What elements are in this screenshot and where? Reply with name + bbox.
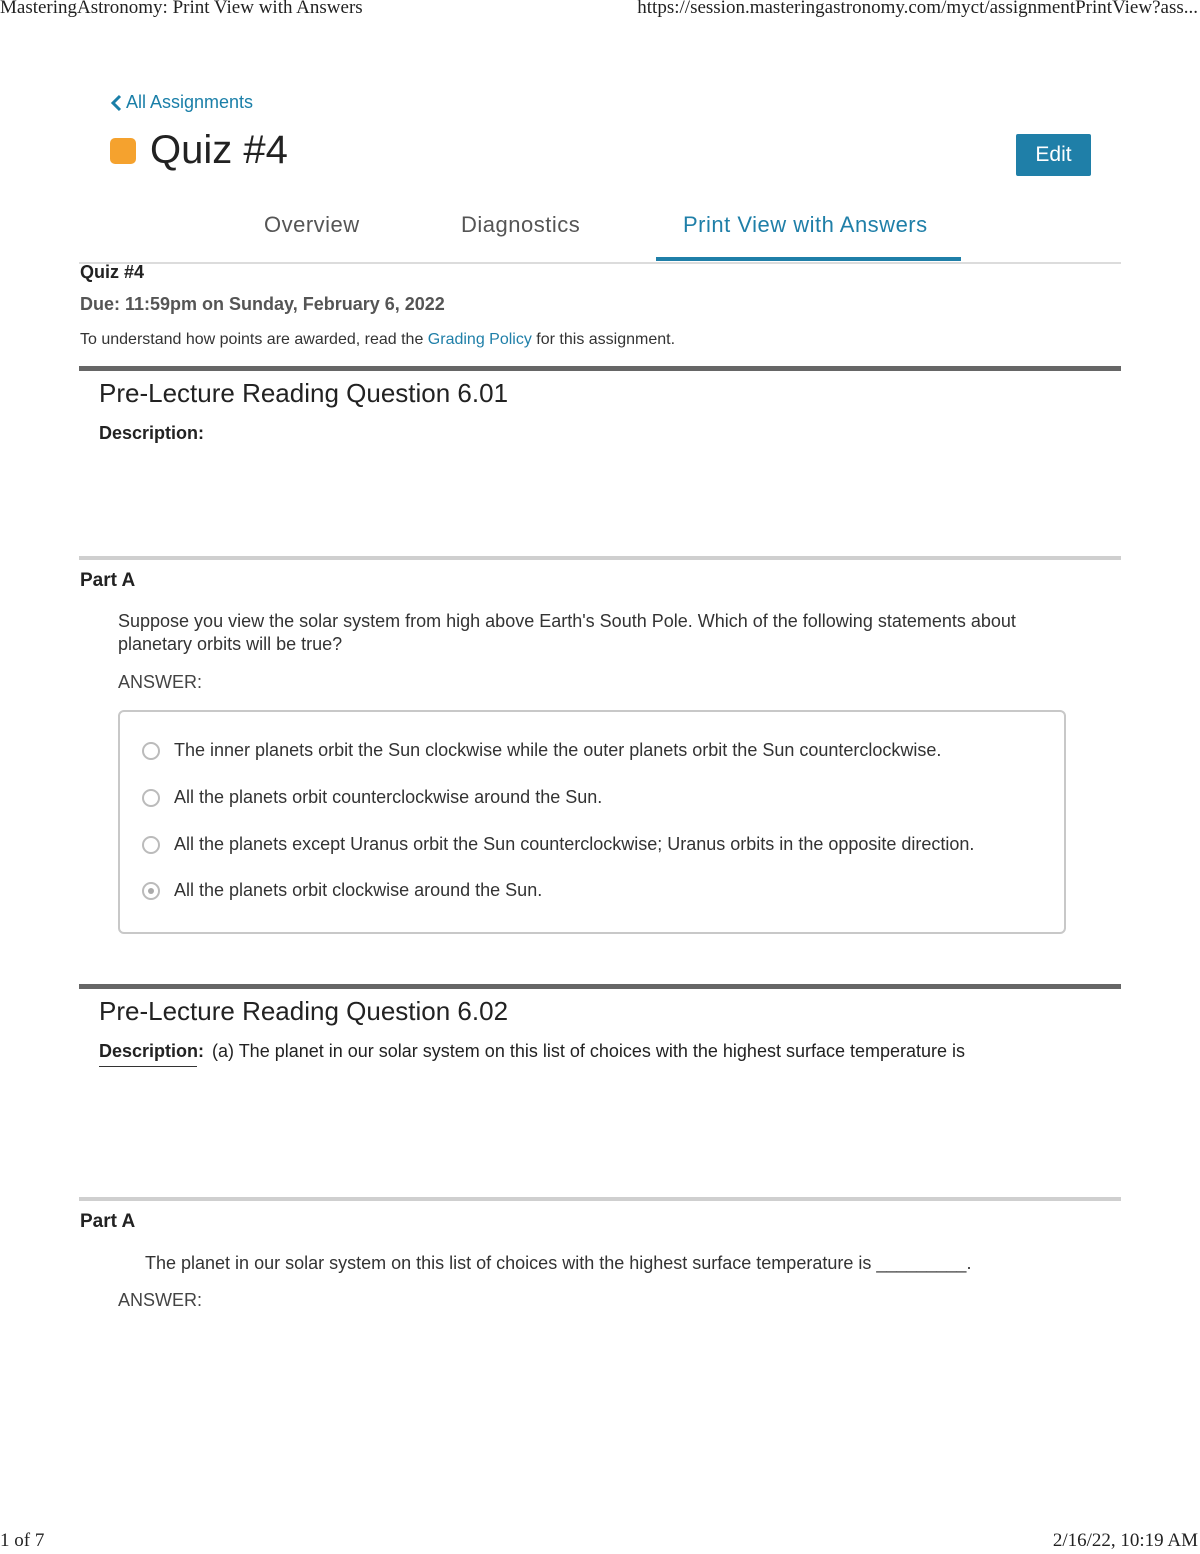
active-tab-indicator <box>656 257 961 261</box>
grading-policy-note <box>80 331 675 349</box>
question-prompt: The planet in our solar system on this list of choices with the highest surface temperature is _________. <box>145 1253 972 1273</box>
radio-button[interactable] <box>142 789 160 807</box>
chevron-left-icon <box>110 94 122 112</box>
description-text: (a) The planet in our solar system on this list of choices with the highest surface temperature is <box>212 1041 966 1061</box>
grading-policy-link[interactable]: Grading Policy <box>427 331 532 348</box>
assignment-color-badge <box>110 138 136 164</box>
grading-suffix: for this assignment. <box>536 331 676 348</box>
all-assignments-label: All Assignments <box>126 92 254 112</box>
description-label: Description: <box>99 423 205 443</box>
page-title: Quiz #4 <box>150 128 288 172</box>
title-row <box>110 128 288 173</box>
choice-label: The inner planets orbit the Sun clockwise while the outer planets orbit the Sun counterclockwise. <box>174 740 942 760</box>
print-header-url: https://session.masteringastronomy.com/myct/assignmentPrintView?ass... <box>637 0 1198 18</box>
tab-diagnostics[interactable]: Diagnostics <box>461 212 581 237</box>
section-divider <box>79 984 1121 989</box>
question-description <box>99 423 212 444</box>
print-header <box>0 0 1200 21</box>
assignment-name: Quiz #4 <box>80 262 145 282</box>
print-header-title: MasteringAstronomy: Print View with Answers <box>0 0 363 18</box>
tab-print-view-with-answers[interactable]: Print View with Answers <box>683 212 928 237</box>
page-count: 1 of 7 <box>0 1530 45 1551</box>
answer-choice-selected[interactable] <box>142 880 542 901</box>
answer-label: ANSWER: <box>118 672 203 692</box>
question-title: Pre-Lecture Reading Question 6.01 <box>99 378 509 408</box>
fill-in-blank <box>99 1066 197 1067</box>
choice-label: All the planets orbit counterclockwise around the Sun. <box>174 787 603 807</box>
answer-choice[interactable] <box>142 740 941 761</box>
question-prompt: Suppose you view the solar system from high above Earth's South Pole. Which of the following statements about planetary orbits will be true? <box>118 611 1016 654</box>
choice-label: All the planets except Uranus orbit the Sun counterclockwise; Uranus orbits in the opposite direction. <box>174 834 975 854</box>
part-label: Part A <box>80 570 136 591</box>
question-title: Pre-Lecture Reading Question 6.02 <box>99 996 509 1026</box>
answer-choices <box>118 710 1066 934</box>
radio-button-selected[interactable] <box>142 882 160 900</box>
due-date: Due: 11:59pm on Sunday, February 6, 2022 <box>80 294 445 314</box>
description-label: Description: <box>99 1041 205 1061</box>
grading-prefix: To understand how points are awarded, read the <box>80 331 424 348</box>
edit-button[interactable]: Edit <box>1016 134 1091 176</box>
answer-label: ANSWER: <box>118 1290 203 1310</box>
question-description <box>99 1041 965 1062</box>
tab-overview[interactable]: Overview <box>264 212 360 237</box>
radio-button[interactable] <box>142 836 160 854</box>
choice-label: All the planets orbit clockwise around the Sun. <box>174 880 543 900</box>
part-divider <box>79 1197 1121 1201</box>
part-label: Part A <box>80 1211 136 1232</box>
part-divider <box>79 556 1121 560</box>
answer-choice[interactable] <box>142 787 602 808</box>
print-footer <box>0 1530 1200 1554</box>
tab-bar <box>79 200 1121 264</box>
print-timestamp: 2/16/22, 10:19 AM <box>1052 1530 1198 1551</box>
all-assignments-link[interactable] <box>110 92 253 113</box>
radio-button[interactable] <box>142 742 160 760</box>
radio-dot-icon <box>148 888 154 894</box>
section-divider <box>79 366 1121 371</box>
answer-choice[interactable] <box>142 834 974 855</box>
